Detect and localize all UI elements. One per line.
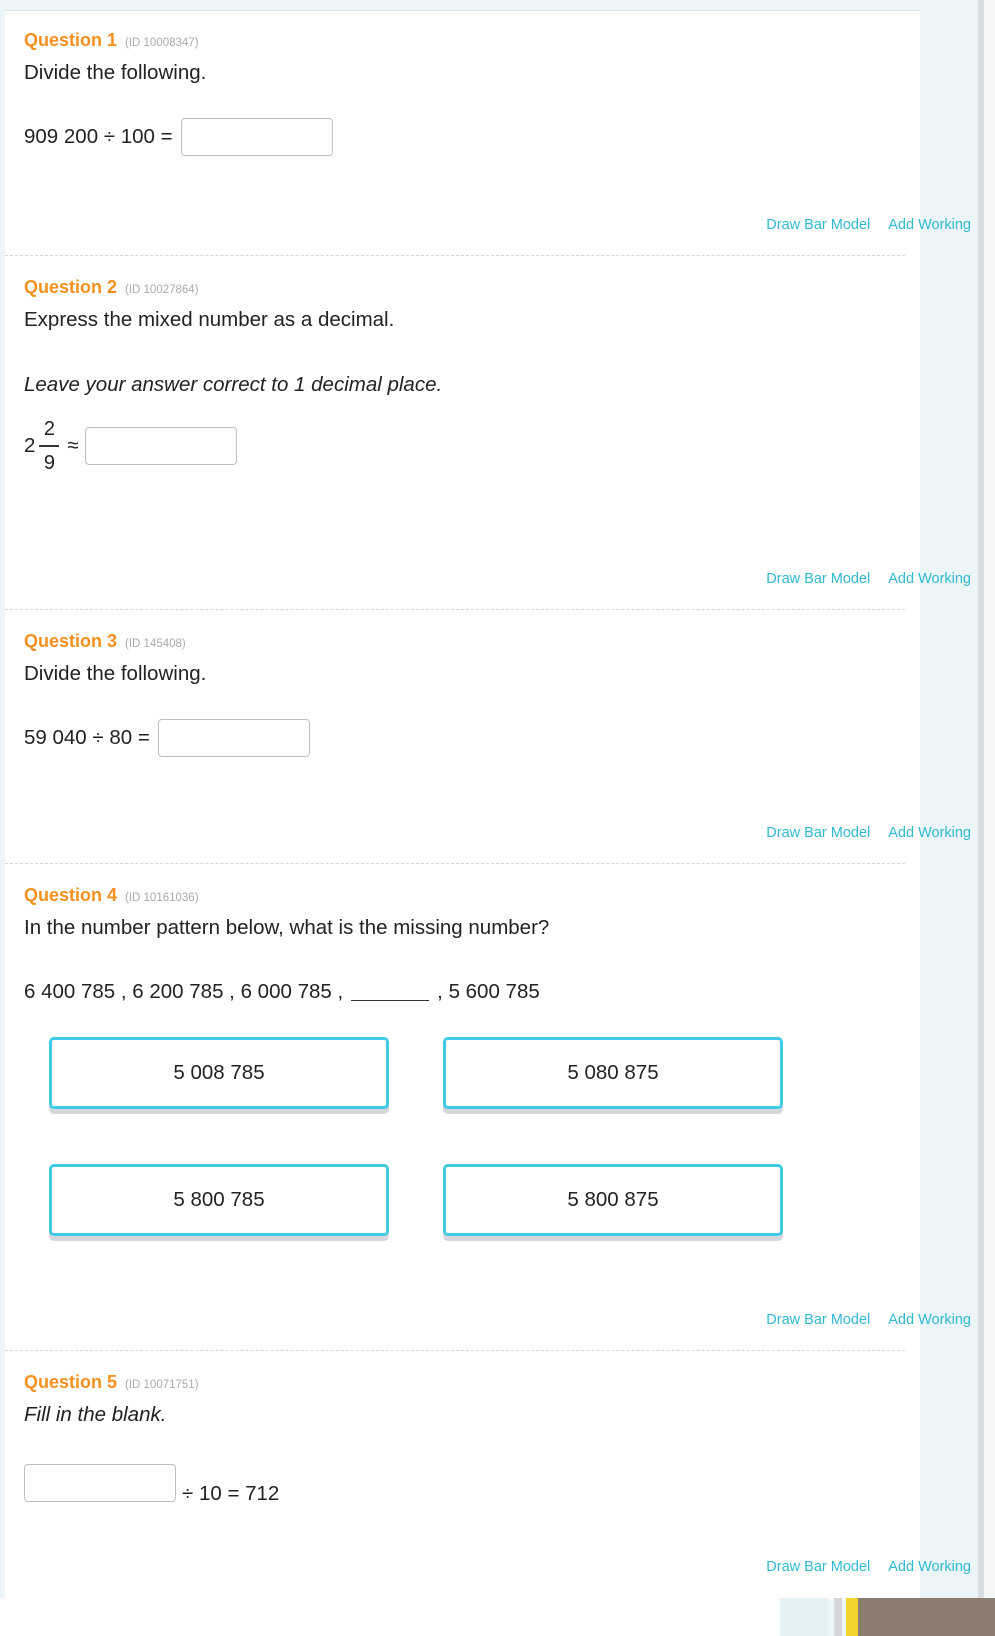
footer-accent bbox=[846, 1598, 858, 1636]
answer-input[interactable] bbox=[85, 427, 237, 465]
answer-input[interactable] bbox=[158, 719, 310, 757]
page-edge bbox=[984, 0, 995, 1636]
number-pattern bbox=[24, 980, 904, 1004]
equation bbox=[24, 1460, 904, 1506]
question-id: (ID 10161036) bbox=[125, 892, 199, 904]
add-working-link[interactable]: Add Working bbox=[888, 1559, 971, 1575]
question-title: Question 3 bbox=[24, 631, 118, 651]
approx-symbol: ≈ bbox=[67, 433, 79, 457]
option-a[interactable] bbox=[49, 1037, 389, 1109]
option-b[interactable] bbox=[443, 1037, 783, 1109]
equation-text: 59 040 ÷ 80 = bbox=[24, 726, 150, 749]
draw-bar-model-link[interactable]: Draw Bar Model bbox=[766, 1312, 871, 1328]
pattern-end: , 5 600 785 bbox=[437, 980, 540, 1003]
mixed-number-equation bbox=[24, 417, 904, 475]
footer-panel bbox=[780, 1598, 828, 1636]
question-id: (ID 10071751) bbox=[125, 1379, 199, 1391]
background-photo bbox=[858, 1598, 995, 1636]
footer-divider bbox=[834, 1598, 842, 1636]
option-d[interactable] bbox=[443, 1164, 783, 1236]
denominator: 9 bbox=[43, 451, 55, 474]
equation-text: ÷ 10 = 712 bbox=[182, 1482, 280, 1505]
answer-input[interactable] bbox=[181, 118, 333, 156]
question-5-actions bbox=[766, 1559, 971, 1575]
draw-bar-model-link[interactable]: Draw Bar Model bbox=[766, 1559, 871, 1575]
question-4 bbox=[24, 885, 904, 1004]
question-prompt: Divide the following. bbox=[24, 662, 207, 685]
fraction-bar bbox=[39, 445, 59, 447]
question-5 bbox=[24, 1372, 904, 1506]
divider bbox=[5, 1350, 905, 1351]
question-prompt: Express the mixed number as a decimal. bbox=[24, 308, 395, 331]
question-2-actions bbox=[766, 571, 971, 587]
question-prompt: Divide the following. bbox=[24, 61, 207, 84]
option-label: 5 080 875 bbox=[567, 1061, 659, 1084]
add-working-link[interactable]: Add Working bbox=[888, 825, 971, 841]
question-prompt: In the number pattern below, what is the missing number? bbox=[24, 916, 550, 939]
equation bbox=[24, 719, 904, 757]
question-title: Question 4 bbox=[24, 885, 118, 905]
question-title: Question 5 bbox=[24, 1372, 118, 1392]
option-label: 5 800 785 bbox=[173, 1188, 265, 1211]
question-4-actions bbox=[766, 1312, 971, 1328]
draw-bar-model-link[interactable]: Draw Bar Model bbox=[766, 571, 871, 587]
pattern-start: 6 400 785 , 6 200 785 , 6 000 785 , bbox=[24, 980, 344, 1003]
question-instruction: Leave your answer correct to 1 decimal place. bbox=[24, 373, 443, 396]
whole-number: 2 bbox=[24, 433, 36, 457]
numerator: 2 bbox=[43, 418, 55, 440]
divider bbox=[5, 255, 905, 256]
option-c[interactable] bbox=[49, 1164, 389, 1236]
question-title: Question 1 bbox=[24, 30, 118, 50]
fraction bbox=[39, 417, 59, 475]
draw-bar-model-link[interactable]: Draw Bar Model bbox=[766, 217, 871, 233]
question-id: (ID 10008347) bbox=[125, 37, 199, 49]
question-id: (ID 145408) bbox=[125, 638, 186, 650]
question-3-actions bbox=[766, 825, 971, 841]
divider bbox=[5, 609, 905, 610]
question-title: Question 2 bbox=[24, 277, 118, 297]
add-working-link[interactable]: Add Working bbox=[888, 571, 971, 587]
equation bbox=[24, 118, 904, 156]
option-label: 5 800 875 bbox=[567, 1188, 659, 1211]
add-working-link[interactable]: Add Working bbox=[888, 1312, 971, 1328]
question-id: (ID 10027864) bbox=[125, 284, 199, 296]
question-2 bbox=[24, 277, 904, 475]
worksheet bbox=[5, 10, 920, 1600]
option-label: 5 008 785 bbox=[173, 1061, 265, 1084]
draw-bar-model-link[interactable]: Draw Bar Model bbox=[766, 825, 871, 841]
divider bbox=[5, 863, 905, 864]
equation-text: 909 200 ÷ 100 = bbox=[24, 125, 173, 148]
footer-area bbox=[0, 1598, 780, 1636]
answer-input[interactable] bbox=[24, 1464, 176, 1502]
add-working-link[interactable]: Add Working bbox=[888, 217, 971, 233]
question-prompt: Fill in the blank. bbox=[24, 1403, 167, 1426]
question-3 bbox=[24, 631, 904, 757]
missing-number-blank bbox=[351, 983, 429, 1001]
question-1-actions bbox=[766, 217, 971, 233]
question-1 bbox=[24, 30, 904, 156]
